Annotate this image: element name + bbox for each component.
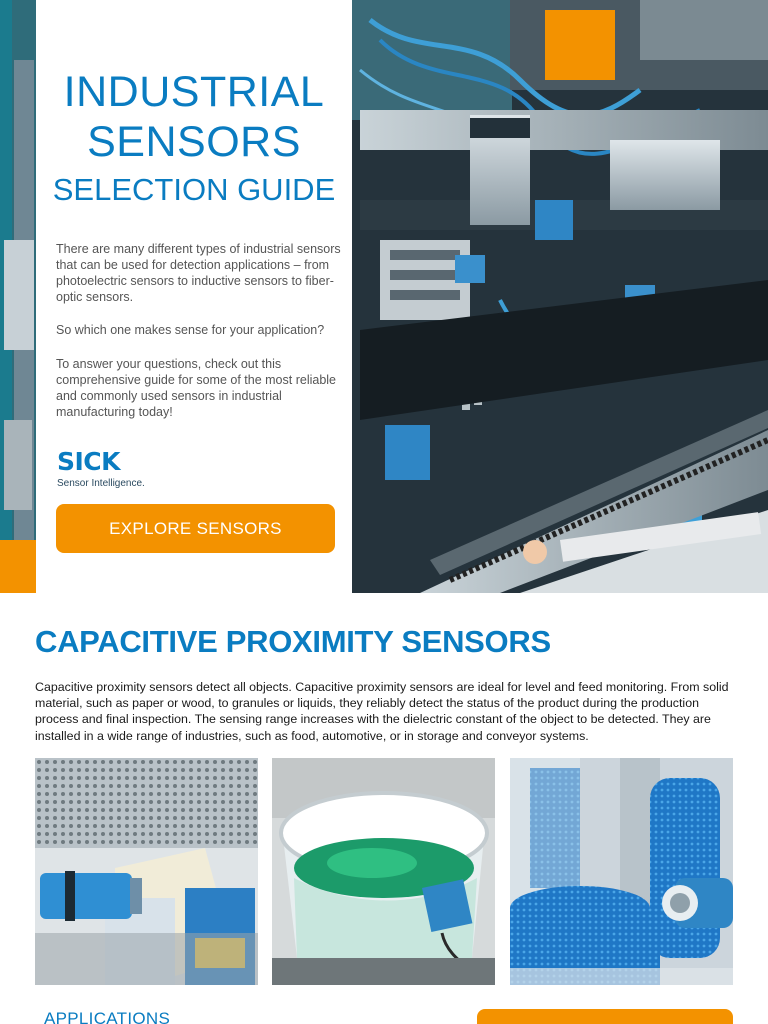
applications-button[interactable] <box>477 1009 733 1024</box>
hero-subtitle: SELECTION GUIDE <box>52 172 336 207</box>
hero-title-line2: SENSORS <box>87 118 301 166</box>
logo-wordmark: SICK <box>57 447 121 476</box>
hero-title-line1: INDUSTRIAL <box>63 68 325 116</box>
hero-card <box>36 0 352 593</box>
applications-heading: APPLICATIONS <box>44 1009 171 1024</box>
sick-logo[interactable] <box>57 449 145 490</box>
section-description: Capacitive proximity sensors detect all objects. Capacitive proximity sensors are ideal for level and feed monitoring. From solid material, such as paper or wood, to granules or liquids, they reliably detect the status of the product during the production process and final inspection. The sensing range increases with the dielectric constant of the object to be detected. They are installed in a wide range of industries, such as food, automotive, or in storage and conveyor systems. <box>35 680 729 743</box>
intro-paragraph-3: To answer your questions, check out this comprehensive guide for some of the most reliable and commonly used sensors in industrial manufacturing today! <box>56 357 337 419</box>
logo-tagline: Sensor Intelligence. <box>57 478 145 489</box>
intro-paragraph-1: There are many different types of industrial sensors that can be used for detection applications – from photoelectric sensors to inductive sensors to fiber-optic sensors. <box>56 242 341 304</box>
intro-paragraph-2: So which one makes sense for your application? <box>56 323 325 337</box>
photo-bucket-liquid <box>272 758 495 985</box>
explore-sensors-button[interactable]: EXPLORE SENSORS <box>56 504 335 553</box>
section-title: CAPACITIVE PROXIMITY SENSORS <box>35 624 551 659</box>
photo-granules <box>510 758 733 985</box>
photo-sensor-cartons <box>35 758 258 985</box>
